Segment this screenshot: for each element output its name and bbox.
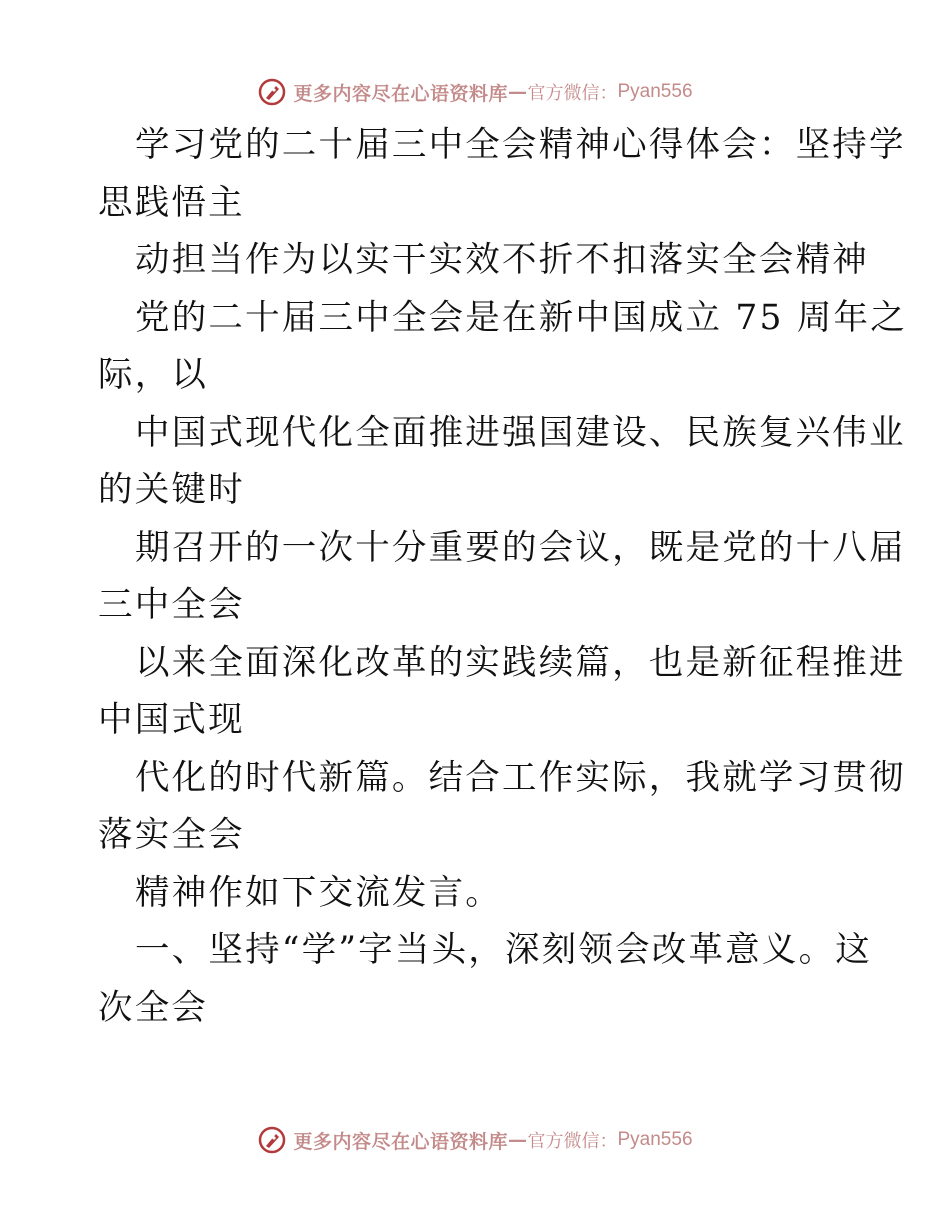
header-banner — [0, 72, 950, 112]
header-wechat-label: 官方微信： — [527, 83, 618, 104]
footer-site-text: 更多内容尽在心语资料库 — [293, 1130, 508, 1153]
text-line: 代化的时代新篇。结合工作实际，我就学习贯彻 — [135, 757, 906, 798]
text-line: 三中全会 — [98, 585, 245, 625]
text-line: 落实全会 — [98, 815, 245, 855]
text-line: 际，以 — [98, 355, 209, 395]
header-dash: — — [508, 81, 528, 103]
footer-wechat-label: 官方微信： — [527, 1131, 618, 1152]
header-wechat-id: Pyan556 — [617, 81, 693, 102]
footer-banner — [0, 1120, 950, 1160]
text-line: 学习党的二十届三中全会精神心得体会：坚持学 — [135, 125, 906, 165]
text-line: 动担当作为以实干实效不折不扣落实全会精神 — [135, 240, 869, 280]
text-line: 中国式现代化全面推进强国建设、民族复兴伟业 — [135, 412, 906, 453]
text-line: 一、坚持“学”字当头，深刻领会改革意义。这 — [135, 930, 872, 970]
text-line: 以来全面深化改革的实践续篇，也是新征程推进 — [135, 642, 906, 683]
footer-wechat-id: Pyan556 — [617, 1129, 693, 1150]
text-line: 次全会 — [98, 987, 209, 1028]
footer-dash: — — [508, 1129, 528, 1151]
document-body — [98, 117, 907, 1037]
text-line: 党的二十届三中全会是在新中国成立 75 周年之 — [135, 297, 907, 338]
text-line: 期召开的一次十分重要的会议，既是党的十八届 — [135, 527, 906, 568]
text-line: 中国式现 — [98, 700, 245, 740]
pen-nib-logo-icon — [257, 1125, 287, 1155]
header-site-text: 更多内容尽在心语资料库 — [293, 82, 508, 105]
text-line: 的关键时 — [98, 470, 245, 510]
text-line: 精神作如下交流发言。 — [135, 872, 502, 913]
pen-nib-logo-icon — [257, 77, 287, 107]
text-line: 思践悟主 — [98, 182, 245, 223]
